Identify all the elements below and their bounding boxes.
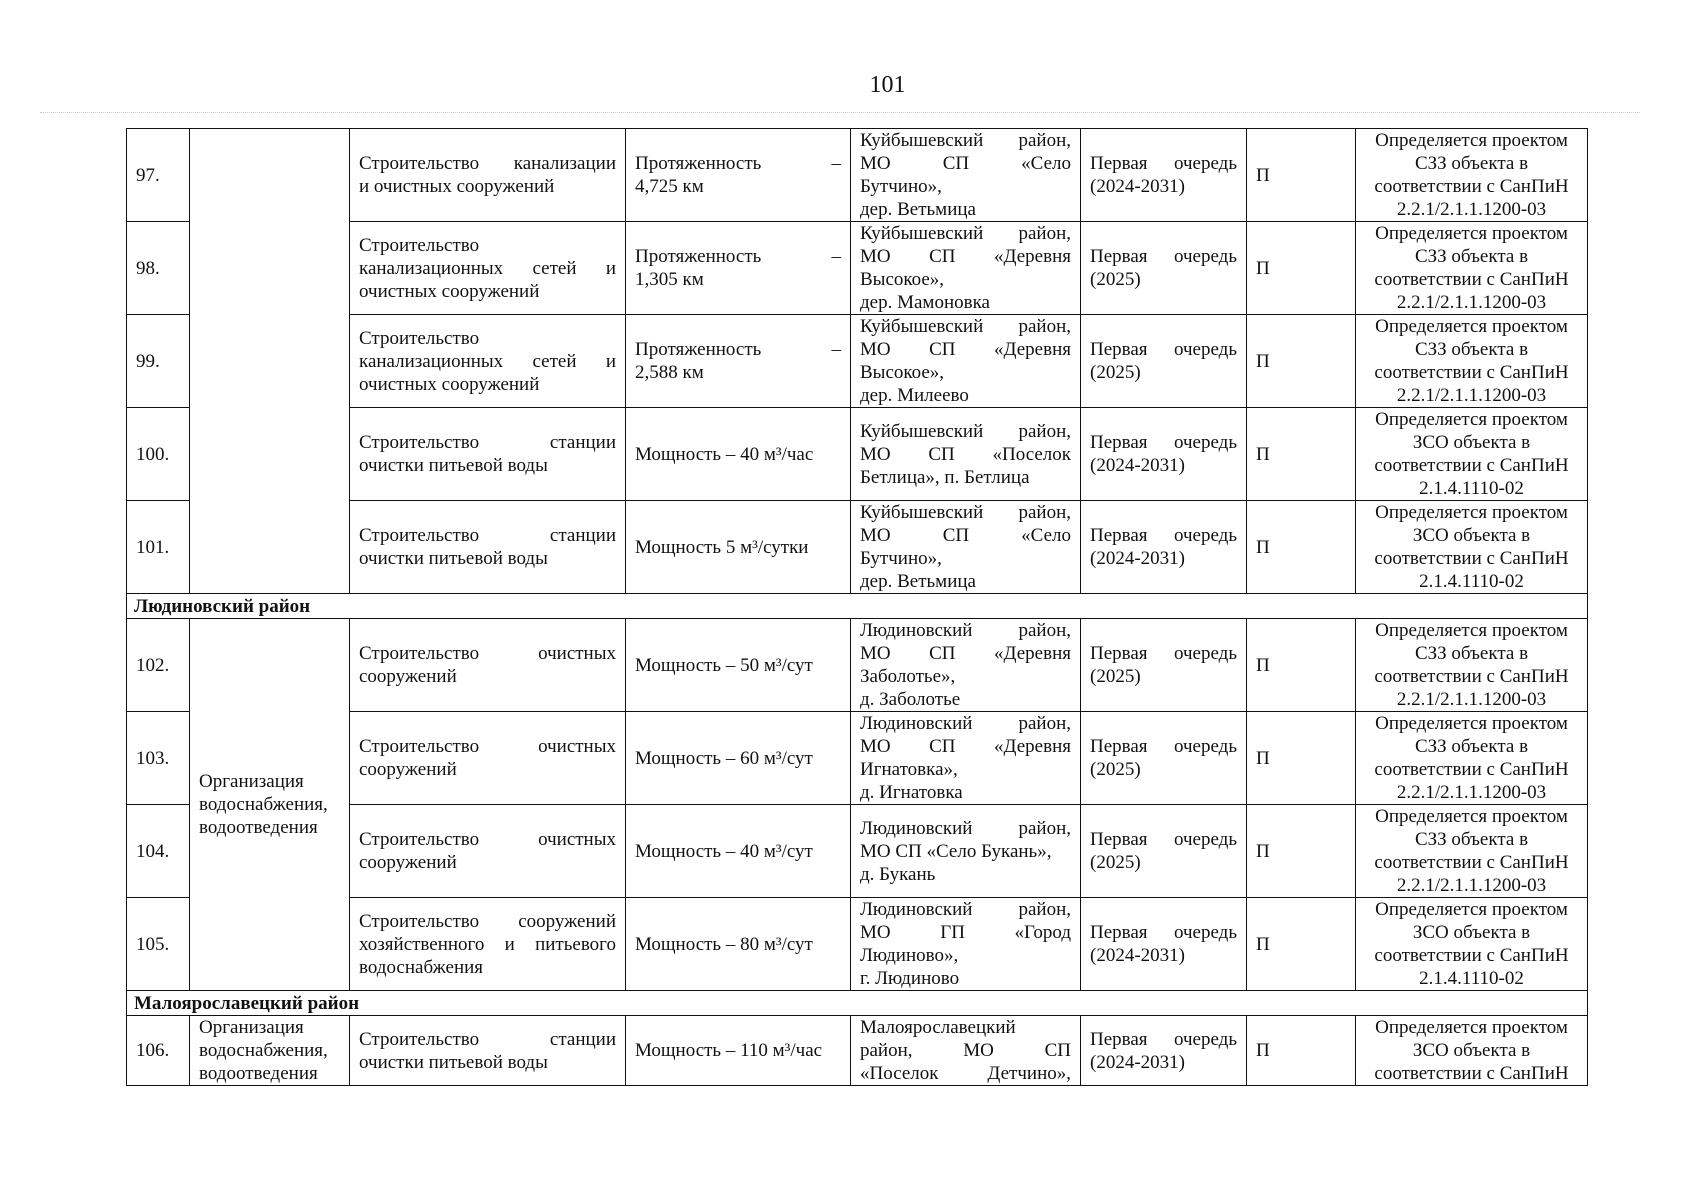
- stage-cell: Первая очередь (2025): [1081, 619, 1247, 712]
- table-row: [127, 619, 1588, 712]
- stage-cell: Первая очередь (2024-2031): [1081, 129, 1247, 222]
- object-cell: Строительство очистных сооружений: [350, 712, 626, 805]
- capacity-cell: Протяженность – 2,588 км: [626, 315, 851, 408]
- stage-cell: Первая очередь (2025): [1081, 712, 1247, 805]
- note-cell: Определяется проектом СЗЗ объекта в соответствии с СанПиН 2.2.1/2.1.1.1200-03: [1356, 712, 1588, 805]
- location-cell: Людиновский район, МО СП «Деревня Игнатовка», д. Игнатовка: [851, 712, 1081, 805]
- object-cell: Строительство канализации и очистных сооружений: [350, 129, 626, 222]
- object-cell: Строительство очистных сооружений: [350, 805, 626, 898]
- stage-cell: Первая очередь (2025): [1081, 805, 1247, 898]
- capacity-cell: Мощность – 40 м³/час: [626, 408, 851, 501]
- table-row: [127, 1016, 1588, 1086]
- object-cell: Строительство канализационных сетей и очистных сооружений: [350, 222, 626, 315]
- row-number: 97.: [127, 129, 190, 222]
- stage-cell: Первая очередь (2024-2031): [1081, 898, 1247, 991]
- row-number: 104.: [127, 805, 190, 898]
- note-cell: Определяется проектом ЗСО объекта в соответствии с СанПиН 2.1.4.1110-02: [1356, 501, 1588, 594]
- capacity-cell: Мощность – 110 м³/час: [626, 1016, 851, 1086]
- location-cell: Куйбышевский район, МО СП «Село Бутчино», дер. Ветьмица: [851, 501, 1081, 594]
- location-cell: Малоярославецкий район, МО СП «Поселок Детчино»,: [851, 1016, 1081, 1086]
- location-cell: Куйбышевский район, МО СП «Поселок Бетлица», п. Бетлица: [851, 408, 1081, 501]
- capacity-cell: Мощность – 40 м³/сут: [626, 805, 851, 898]
- stage-cell: Первая очередь (2025): [1081, 222, 1247, 315]
- note-cell: Определяется проектом ЗСО объекта в соответствии с СанПиН: [1356, 1016, 1588, 1086]
- category-cell: П: [1247, 315, 1356, 408]
- district-heading: Малоярославецкий район: [127, 991, 1588, 1016]
- row-number: 99.: [127, 315, 190, 408]
- location-cell: Людиновский район, МО СП «Село Букань», д. Букань: [851, 805, 1081, 898]
- page-number: 101: [869, 72, 906, 98]
- section-cell-empty: [190, 129, 350, 594]
- row-number: 105.: [127, 898, 190, 991]
- category-cell: П: [1247, 222, 1356, 315]
- note-cell: Определяется проектом СЗЗ объекта в соответствии с СанПиН 2.2.1/2.1.1.1200-03: [1356, 619, 1588, 712]
- note-cell: Определяется проектом СЗЗ объекта в соответствии с СанПиН 2.2.1/2.1.1.1200-03: [1356, 222, 1588, 315]
- row-number: 101.: [127, 501, 190, 594]
- scan-artifact-line: [40, 112, 1640, 113]
- note-cell: Определяется проектом ЗСО объекта в соответствии с СанПиН 2.1.4.1110-02: [1356, 898, 1588, 991]
- note-cell: Определяется проектом СЗЗ объекта в соответствии с СанПиН 2.2.1/2.1.1.1200-03: [1356, 129, 1588, 222]
- category-cell: П: [1247, 129, 1356, 222]
- capacity-cell: Мощность – 50 м³/сут: [626, 619, 851, 712]
- object-cell: Строительство станции очистки питьевой воды: [350, 501, 626, 594]
- object-cell: Строительство станции очистки питьевой воды: [350, 1016, 626, 1086]
- object-cell: Строительство канализационных сетей и очистных сооружений: [350, 315, 626, 408]
- location-cell: Куйбышевский район, МО СП «Деревня Высокое», дер. Мамоновка: [851, 222, 1081, 315]
- location-cell: Людиновский район, МО СП «Деревня Заболотье», д. Заболотье: [851, 619, 1081, 712]
- row-number: 102.: [127, 619, 190, 712]
- category-cell: П: [1247, 619, 1356, 712]
- district-header-row: [127, 594, 1588, 619]
- note-cell: Определяется проектом СЗЗ объекта в соответствии с СанПиН 2.2.1/2.1.1.1200-03: [1356, 805, 1588, 898]
- capacity-cell: Протяженность – 4,725 км: [626, 129, 851, 222]
- category-cell: П: [1247, 712, 1356, 805]
- district-heading: Людиновский район: [127, 594, 1588, 619]
- row-number: 100.: [127, 408, 190, 501]
- stage-cell: Первая очередь (2024-2031): [1081, 501, 1247, 594]
- object-cell: Строительство станции очистки питьевой воды: [350, 408, 626, 501]
- object-cell: Строительство очистных сооружений: [350, 619, 626, 712]
- row-number: 103.: [127, 712, 190, 805]
- category-cell: П: [1247, 501, 1356, 594]
- location-cell: Куйбышевский район, МО СП «Деревня Высокое», дер. Милеево: [851, 315, 1081, 408]
- planning-table: [126, 128, 1588, 1086]
- note-cell: Определяется проектом ЗСО объекта в соответствии с СанПиН 2.1.4.1110-02: [1356, 408, 1588, 501]
- stage-cell: Первая очередь (2024-2031): [1081, 408, 1247, 501]
- stage-cell: Первая очередь (2025): [1081, 315, 1247, 408]
- location-cell: Людиновский район, МО ГП «Город Людиново», г. Людиново: [851, 898, 1081, 991]
- category-cell: П: [1247, 1016, 1356, 1086]
- stage-cell: Первая очередь (2024-2031): [1081, 1016, 1247, 1086]
- row-number: 106.: [127, 1016, 190, 1086]
- district-header-row: [127, 991, 1588, 1016]
- row-number: 98.: [127, 222, 190, 315]
- category-cell: П: [1247, 805, 1356, 898]
- capacity-cell: Мощность – 60 м³/сут: [626, 712, 851, 805]
- capacity-cell: Мощность 5 м³/сутки: [626, 501, 851, 594]
- capacity-cell: Протяженность – 1,305 км: [626, 222, 851, 315]
- note-cell: Определяется проектом СЗЗ объекта в соответствии с СанПиН 2.2.1/2.1.1.1200-03: [1356, 315, 1588, 408]
- category-cell: П: [1247, 408, 1356, 501]
- category-cell: П: [1247, 898, 1356, 991]
- object-cell: Строительство сооружений хозяйственного и питьевого водоснабжения: [350, 898, 626, 991]
- capacity-cell: Мощность – 80 м³/сут: [626, 898, 851, 991]
- location-cell: Куйбышевский район, МО СП «Село Бутчино», дер. Ветьмица: [851, 129, 1081, 222]
- table-row: [127, 129, 1588, 222]
- section-cell: Организация водоснабжения, водоотведения: [190, 619, 350, 991]
- section-cell: Организация водоснабжения, водоотведения: [190, 1016, 350, 1086]
